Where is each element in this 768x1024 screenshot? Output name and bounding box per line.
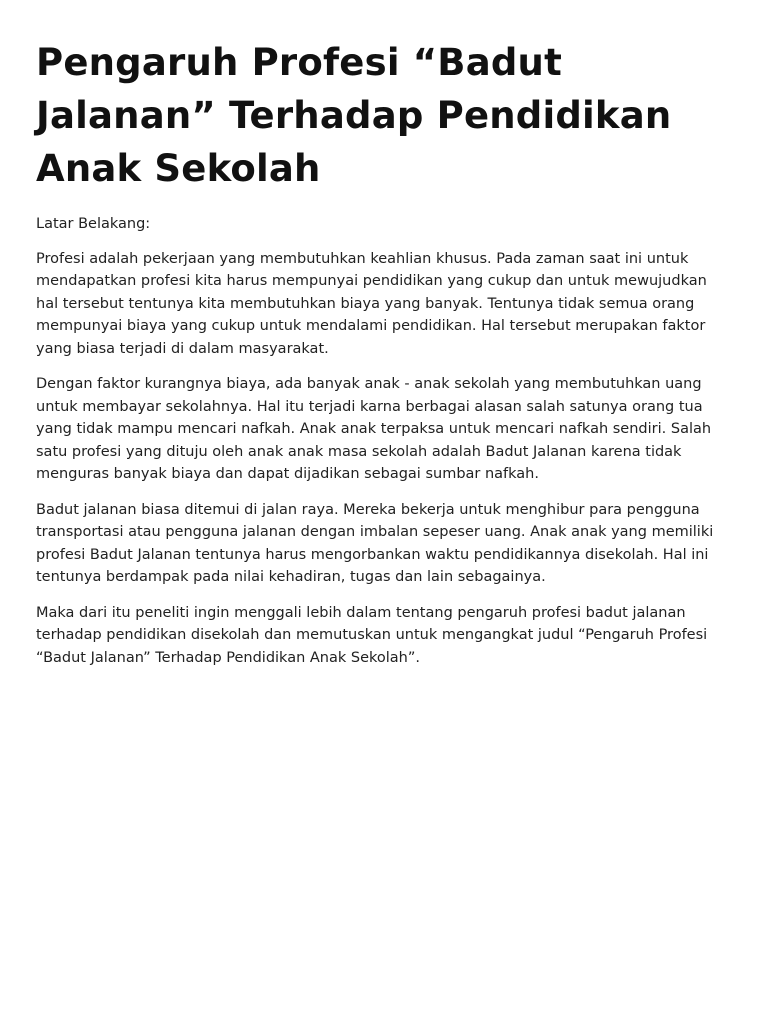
paragraph-1: Profesi adalah pekerjaan yang membutuhkan keahlian khusus. Pada zaman saat ini untuk mendapatkan profesi kita harus mempunyai pendidikan yang cukup dan untuk mewujudkan hal tersebut tentunya kita membutuhkan biaya yang banyak. Tentunya tidak semua orang mempunyai biaya yang cukup untuk mendalami pendidikan. Hal tersebut merupakan faktor yang biasa terjadi di dalam masyarakat.	[36, 250, 707, 357]
paragraph-3: Badut jalanan biasa ditemui di jalan raya. Mereka bekerja untuk menghibur para pengguna transportasi atau pengguna jalanan dengan imbalan sepeser uang. Anak anak yang memiliki profesi Badut Jalanan tentunya harus mengorbankan waktu pendidikannya disekolah. Hal ini tentunya berdampak pada nilai kehadiran, tugas dan lain sebagainya.	[36, 501, 714, 585]
paragraph-4: Maka dari itu peneliti ingin menggali lebih dalam tentang pengaruh profesi badut jalanan terhadap pendidikan disekolah dan memutuskan untuk mengangkat judul “Pengaruh Profesi “Badut Jalanan” Terhadap Pendidikan Anak Sekolah”.	[36, 604, 708, 666]
section-label: Latar Belakang:	[36, 216, 151, 232]
document-title: Pengaruh Profesi “Badut Jalanan” Terhadap Pendidikan Anak Sekolah	[36, 41, 672, 190]
paragraph-2: Dengan faktor kurangnya biaya, ada banyak anak - anak sekolah yang membutuhkan uang untuk membayar sekolahnya. Hal itu terjadi karna berbagai alasan salah satunya orang tua yang tidak mampu mencari nafkah. Anak anak terpaksa untuk mencari nafkah sendiri. Salah satu profesi yang dituju oleh anak anak masa sekolah adalah Badut Jalanan karena tidak menguras banyak biaya dan dapat dijadikan sebagai sumbar nafkah.	[36, 376, 712, 482]
